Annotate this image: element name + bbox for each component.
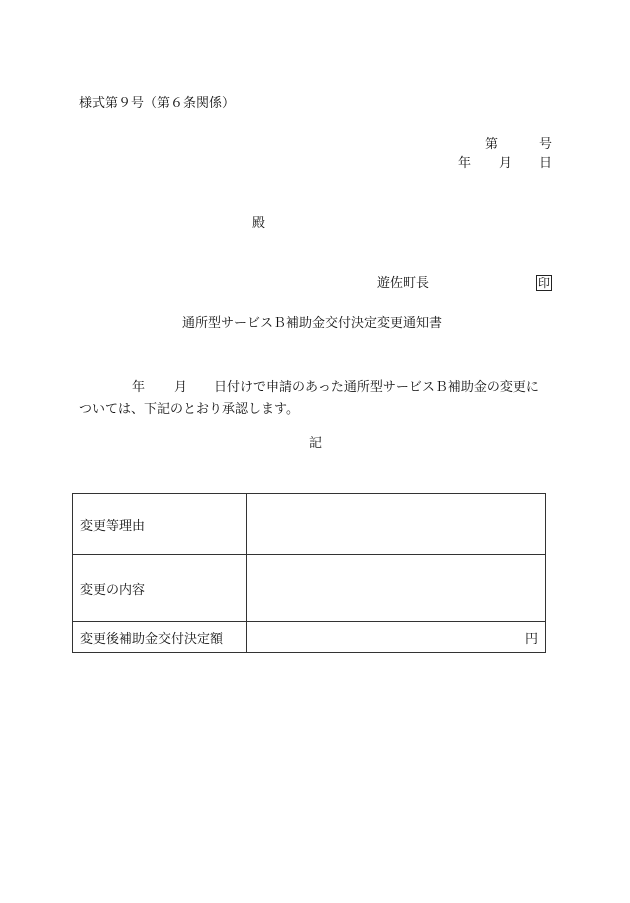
ki-heading: 記 — [309, 436, 323, 451]
row-value-amount: 円 — [247, 622, 546, 653]
issuer-name: 遊佐町長 — [377, 276, 430, 291]
doc-number-prefix: 第 — [485, 137, 499, 152]
doc-number-suffix: 号 — [539, 137, 553, 152]
row-value-content — [247, 555, 546, 622]
row-value-reason — [247, 494, 546, 555]
body-line-2: ついては、下記のとおり承認します。 — [79, 402, 299, 417]
body-year: 年 — [132, 380, 146, 395]
table-row — [73, 555, 546, 622]
table-row — [73, 622, 546, 653]
change-details-table — [72, 493, 546, 653]
body-line-1 — [79, 377, 554, 399]
row-label-amount: 変更後補助金交付決定額 — [73, 622, 247, 653]
seal-mark: 印 — [538, 276, 551, 290]
form-number: 様式第９号（第６条関係） — [79, 96, 236, 111]
table-row — [73, 494, 546, 555]
body-paragraph — [79, 377, 554, 421]
date-month: 月 — [499, 156, 513, 171]
body-line1-rest: 日付けで申請のあった通所型サービスＢ補助金の変更に — [214, 380, 539, 395]
date-day: 日 — [539, 156, 553, 171]
date-year: 年 — [458, 156, 472, 171]
seal-stamp — [536, 275, 552, 291]
document-title: 通所型サービスＢ補助金交付決定変更通知書 — [182, 316, 443, 331]
row-label-reason: 変更等理由 — [73, 494, 247, 555]
addressee-honorific: 殿 — [252, 216, 266, 231]
row-label-content: 変更の内容 — [73, 555, 247, 622]
body-month: 月 — [174, 380, 188, 395]
